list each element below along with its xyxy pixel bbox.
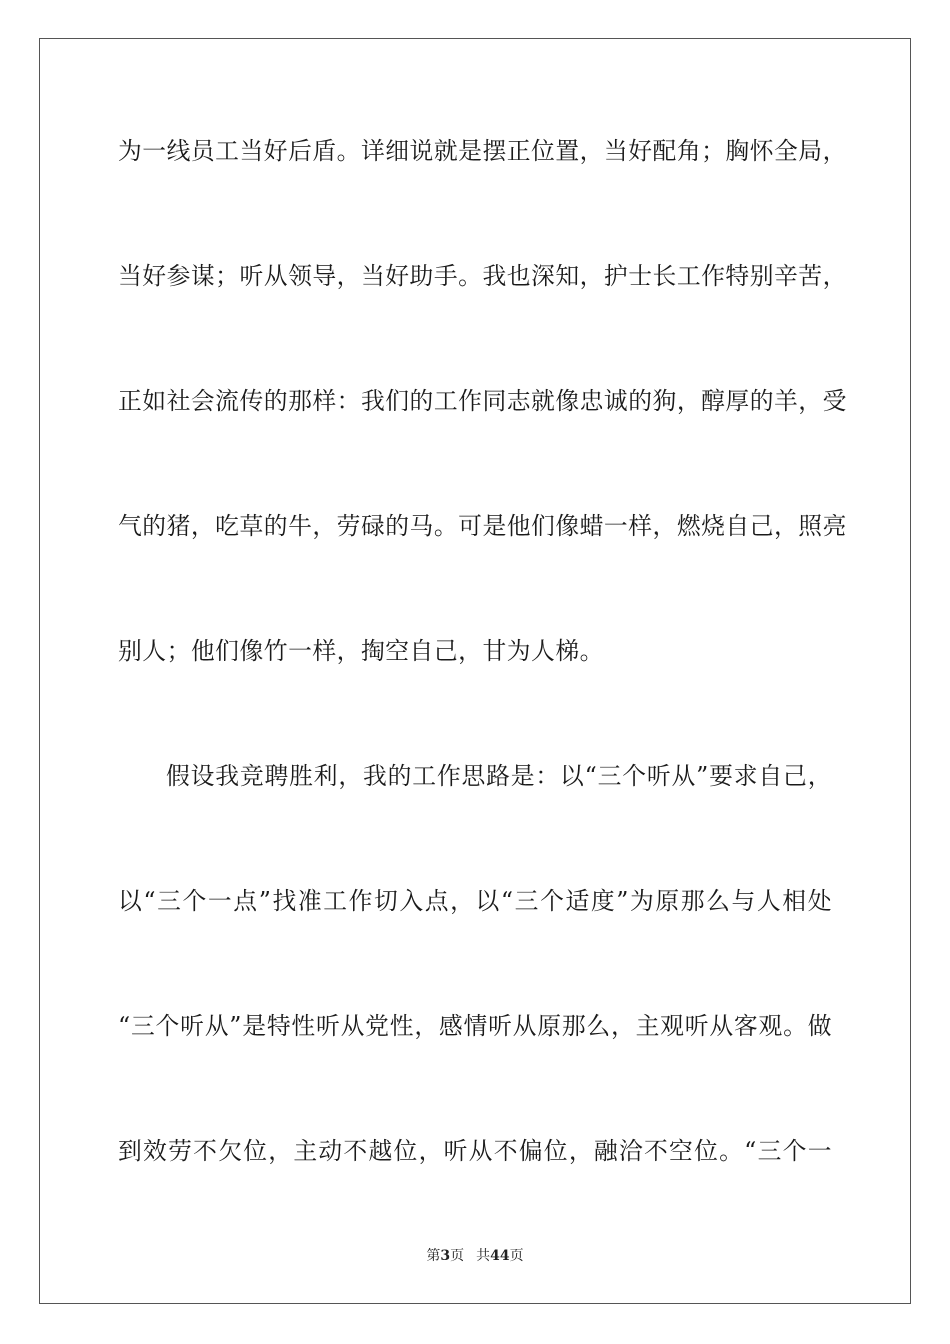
body-text-line-indented: 假设我竞聘胜利，我的工作思路是：以“三个听从”要求自己， (166, 762, 832, 790)
body-text-line: 当好参谋；听从领导，当好助手。我也深知，护士长工作特别辛苦， (118, 262, 847, 290)
body-text-line: 到效劳不欠位，主动不越位，听从不偏位，融洽不空位。“三个一 (118, 1137, 832, 1165)
total-pages: 44 (490, 1248, 510, 1264)
page-number: 3 (440, 1248, 451, 1264)
body-text-line: 以“三个一点”找准工作切入点，以“三个适度”为原那么与人相处 (118, 887, 832, 915)
total-suffix: 页 (509, 1248, 524, 1264)
body-text-line: 正如社会流传的那样：我们的工作同志就像忠诚的狗，醇厚的羊，受 (118, 387, 847, 415)
page-footer (0, 1246, 950, 1266)
body-text-line: 气的猪，吃草的牛，劳碌的马。可是他们像蜡一样，燃烧自己，照亮 (118, 512, 847, 540)
page-frame (39, 38, 911, 1304)
page-suffix: 页 (450, 1248, 465, 1264)
page-prefix: 第 (426, 1248, 441, 1264)
body-text-line: “三个听从”是特性听从党性，感情听从原那么，主观听从客观。做 (118, 1012, 832, 1040)
total-prefix: 共 (476, 1248, 491, 1264)
body-text-line: 为一线员工当好后盾。详细说就是摆正位置，当好配角；胸怀全局， (118, 137, 847, 165)
body-text-line: 别人；他们像竹一样，掏空自己，甘为人梯。 (118, 637, 604, 665)
